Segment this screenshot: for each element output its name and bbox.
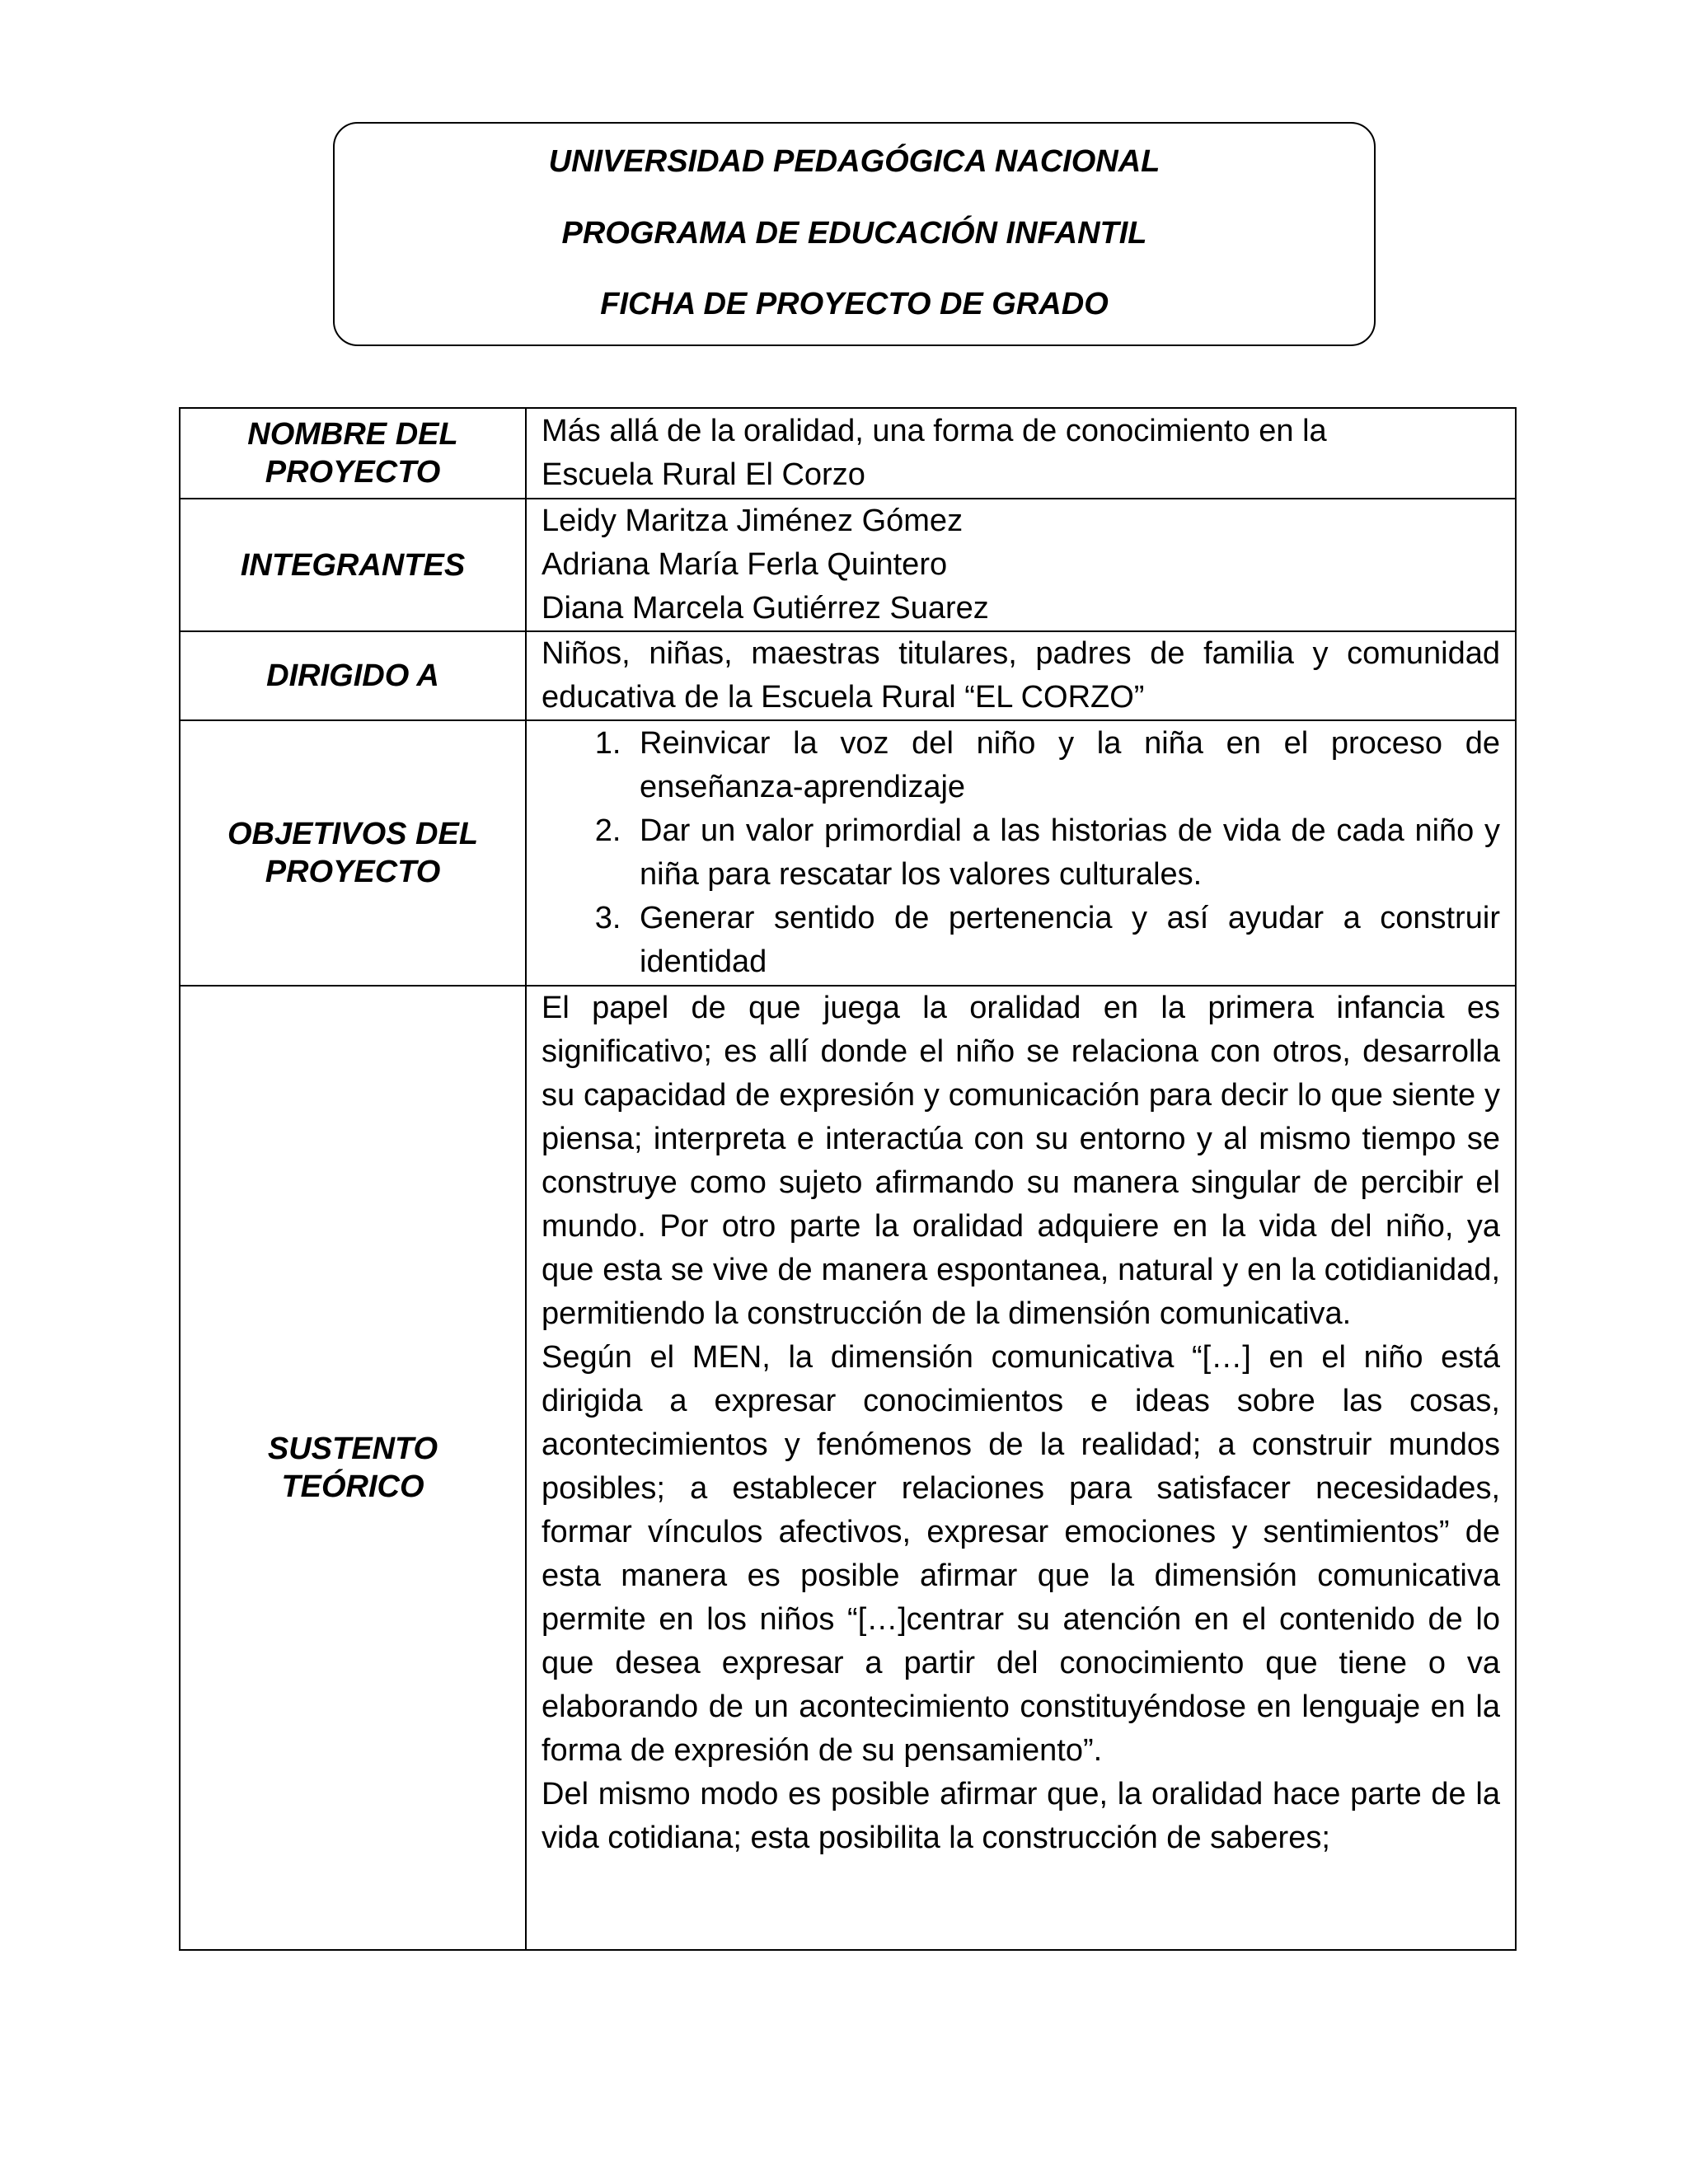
label-sustento-teorico (180, 986, 526, 1950)
theory-paragraph: Según el MEN, la dimensión comunicativa “[…] en el niño está dirigida a expresar conocimientos e ideas sobre las cosas, acontecimientos y fenómenos de la realidad; a construir mundos posibles; a establecer relaciones para satisfacer necesidades, formar vínculos afectivos, expresar emociones y sentimientos” de esta manera es posible afirmar que la dimensión comunicativa permite en los niños “[…]centrar su atención en el contenido de lo que desea expresar a partir del conocimiento que tiene o va elaborando de un acontecimiento constituyéndose en lenguaje en la forma de expresión de su pensamiento”. (542, 1340, 1500, 1768)
value-nombre-proyecto (526, 408, 1516, 499)
label-dirigido-a: DIRIGIDO A (180, 631, 526, 720)
document-title: FICHA DE PROYECTO DE GRADO (600, 287, 1109, 321)
row-dirigido-a (180, 631, 1516, 720)
objective-item: 2. Dar un valor primordial a las historias de vida de cada niño y niña para rescatar los valores culturales. (630, 809, 1500, 897)
label-objetivos-line1: OBJETIVOS DEL (227, 817, 479, 851)
label-sustento-line2: TEÓRICO (281, 1469, 424, 1504)
objective-item: 3. Generar sentido de pertenencia y así ayudar a construir identidad (630, 897, 1500, 984)
label-integrantes: INTEGRANTES (180, 499, 526, 631)
row-objetivos (180, 720, 1516, 986)
university-name: UNIVERSIDAD PEDAGÓGICA NACIONAL (548, 144, 1160, 179)
member-name: Adriana María Ferla Quintero (542, 547, 948, 582)
theory-paragraph: El papel de que juega la oralidad en la primera infancia es significativo; es allí donde el niño se relaciona con otros, desarrolla su capacidad de expresión y comunicación para decir lo que siente y piensa; interpreta e interactúa con su entorno y al mismo tiempo se construye como sujeto afirmando su manera singular de percibir el mundo. Por otro parte la oralidad adquiere en la vida del niño, ya que esta se vive de manera espontanea, natural y en la cotidianidad, permitiendo la construcción de la dimensión comunicativa. (542, 991, 1500, 1331)
objectives-list (542, 722, 1500, 984)
program-name: PROGRAMA DE EDUCACIÓN INFANTIL (561, 216, 1147, 251)
label-objetivos (180, 720, 526, 986)
value-sustento-teorico (526, 986, 1516, 1950)
label-sustento-line1: SUSTENTO (267, 1432, 438, 1466)
row-nombre-proyecto (180, 408, 1516, 499)
member-name: Diana Marcela Gutiérrez Suarez (542, 591, 989, 626)
project-sheet-table (179, 407, 1517, 1951)
objective-item: 1. Reinvicar la voz del niño y la niña en el proceso de enseñanza-aprendizaje (630, 722, 1500, 809)
label-objetivos-line2: PROYECTO (265, 855, 441, 889)
theory-paragraph: Del mismo modo es posible afirmar que, la oralidad hace parte de la vida cotidiana; esta posibilita la construcción de saberes; (542, 1777, 1500, 1855)
value-integrantes (526, 499, 1516, 631)
member-name: Leidy Maritza Jiménez Gómez (542, 504, 964, 538)
label-nombre-line2: PROYECTO (265, 455, 441, 490)
label-nombre-line1: NOMBRE DEL (247, 417, 458, 452)
label-nombre-proyecto (180, 408, 526, 499)
row-integrantes (180, 499, 1516, 631)
project-name-line2: Escuela Rural El Corzo (542, 457, 865, 492)
value-objetivos (526, 720, 1516, 986)
value-dirigido-a (526, 631, 1516, 720)
target-audience-text: Niños, niñas, maestras titulares, padres de familia y comunidad educativa de la Escuela Rural “EL CORZO” (542, 636, 1500, 715)
document-header-box (333, 122, 1376, 346)
row-sustento-teorico (180, 986, 1516, 1950)
project-name-line1: Más allá de la oralidad, una forma de conocimiento en la (542, 414, 1327, 448)
